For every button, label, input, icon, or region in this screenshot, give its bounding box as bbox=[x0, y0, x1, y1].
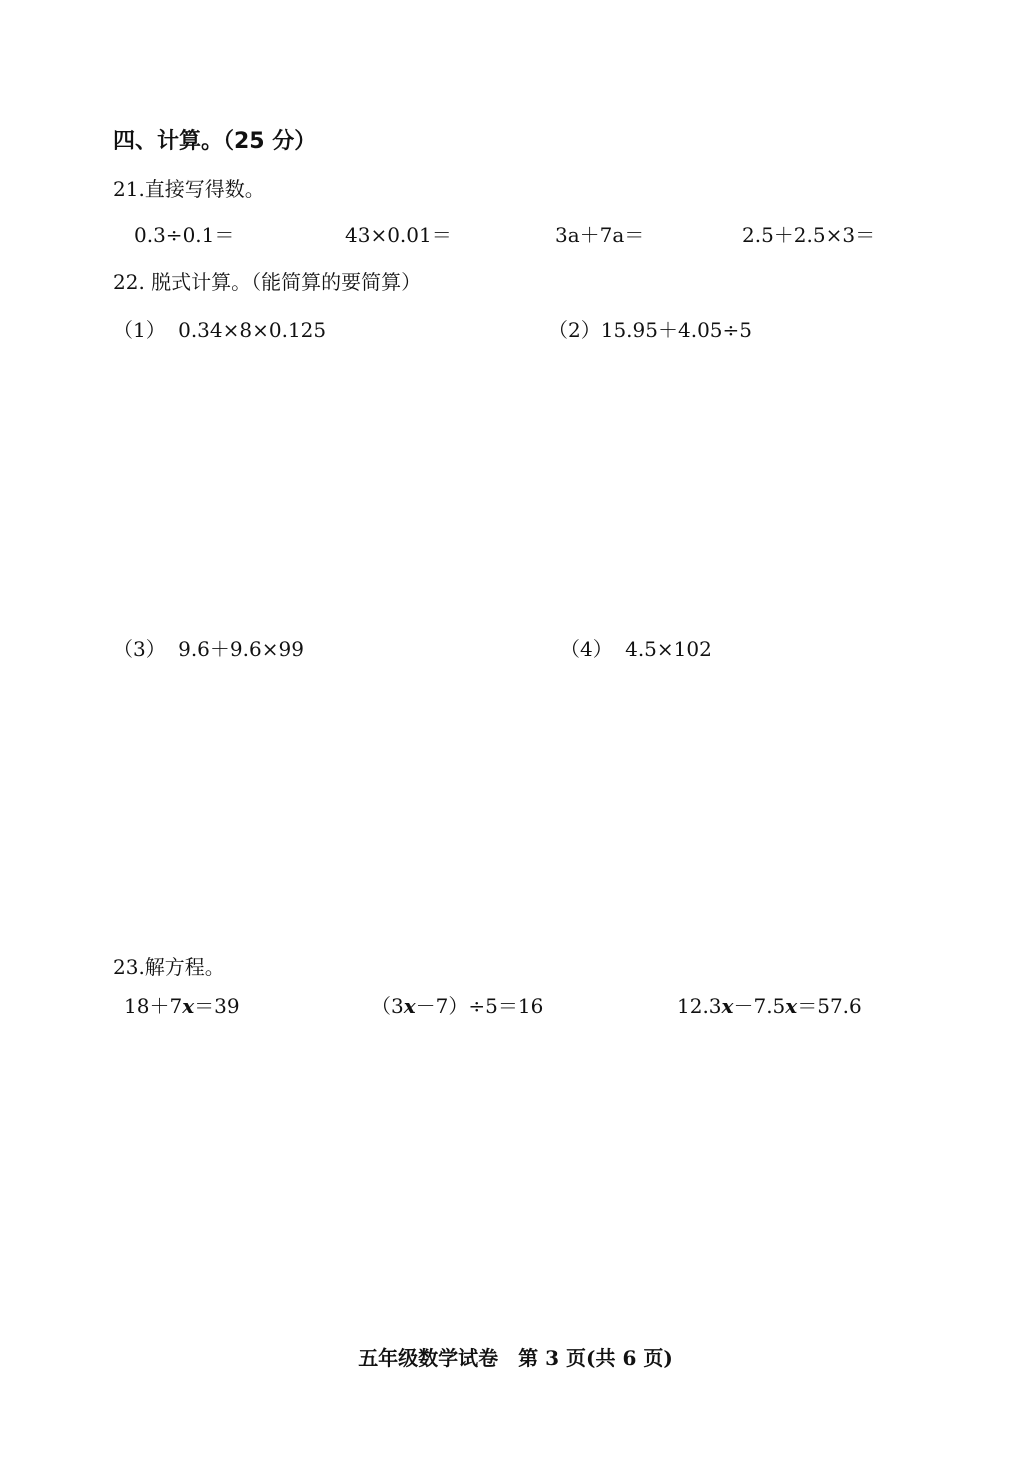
q22-part-2-label: （2） bbox=[548, 318, 601, 342]
q22-part-1-label: （1） bbox=[113, 318, 166, 342]
q22-part-1 bbox=[113, 314, 326, 343]
eq3-variable-1: x bbox=[721, 994, 734, 1018]
question-23-heading: 23.解方程。 bbox=[113, 955, 225, 979]
q21-item-4: 2.5＋2.5×3＝ bbox=[742, 223, 876, 247]
q21-item-3: 3a＋7a＝ bbox=[555, 223, 645, 247]
eq3-part-a: 12.3 bbox=[677, 994, 722, 1018]
q23-equation-3 bbox=[677, 990, 862, 1019]
q22-part-3 bbox=[113, 633, 304, 662]
q21-item-2: 43×0.01＝ bbox=[345, 223, 452, 247]
q22-part-4 bbox=[560, 633, 712, 662]
q22-part-2-expr: 15.95＋4.05÷5 bbox=[600, 318, 753, 342]
eq1-variable: x bbox=[182, 994, 195, 1018]
eq2-variable: x bbox=[403, 994, 416, 1018]
q23-equation-2 bbox=[371, 990, 543, 1019]
page-footer: 五年级数学试卷 第 3 页(共 6 页) bbox=[358, 1346, 673, 1370]
eq2-part-a: （3 bbox=[371, 994, 404, 1018]
q23-equation-1 bbox=[124, 990, 240, 1019]
question-21-heading: 21.直接写得数。 bbox=[113, 177, 265, 201]
q21-item-1: 0.3÷0.1＝ bbox=[134, 223, 235, 247]
eq3-part-b: ＝57.6 bbox=[797, 994, 862, 1018]
question-22-heading: 22. 脱式计算。（能简算的要简算） bbox=[113, 270, 422, 294]
q22-part-4-label: （4） bbox=[560, 637, 613, 661]
eq1-part-b: ＝39 bbox=[194, 994, 240, 1018]
eq1-part-a: 18＋7 bbox=[124, 994, 183, 1018]
q22-part-4-expr: 4.5×102 bbox=[625, 637, 712, 661]
eq3-part-m: －7.5 bbox=[733, 994, 786, 1018]
q22-part-2 bbox=[548, 314, 752, 343]
section-title: 四、计算。（25 分） bbox=[113, 129, 317, 154]
q22-part-3-label: （3） bbox=[113, 637, 166, 661]
eq2-part-b: －7）÷5＝16 bbox=[415, 994, 544, 1018]
q22-part-1-expr: 0.34×8×0.125 bbox=[178, 318, 327, 342]
eq3-variable-2: x bbox=[785, 994, 798, 1018]
q22-part-3-expr: 9.6＋9.6×99 bbox=[178, 637, 304, 661]
